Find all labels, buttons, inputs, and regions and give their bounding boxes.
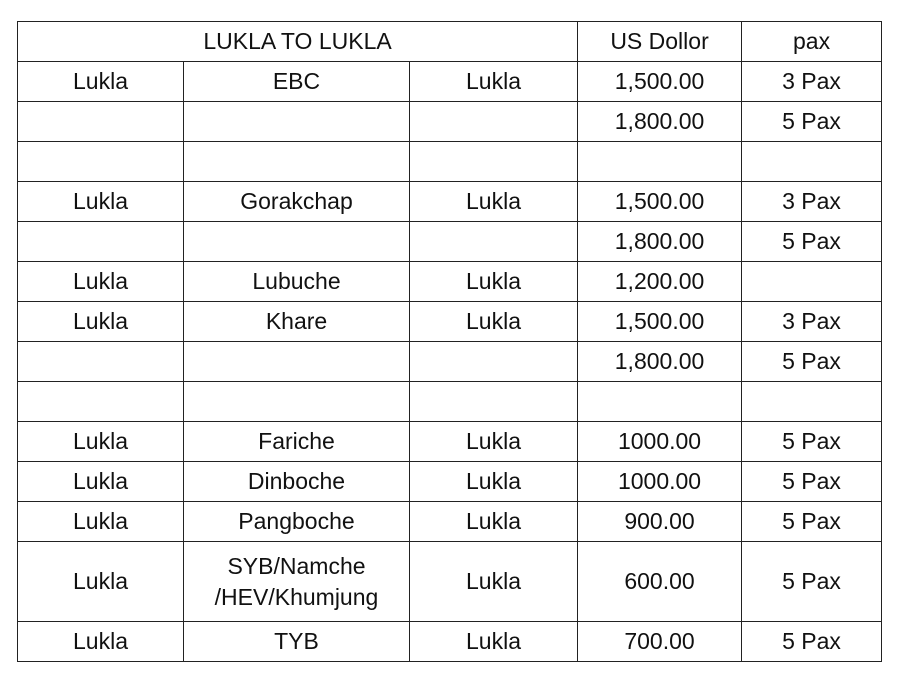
via-cell	[184, 342, 410, 382]
from-cell: Lukla	[18, 62, 184, 102]
from-cell: Lukla	[18, 542, 184, 622]
to-cell: Lukla	[410, 622, 578, 662]
price-cell: 600.00	[578, 542, 742, 622]
table-row	[18, 222, 882, 262]
price-cell: 1,800.00	[578, 222, 742, 262]
from-cell	[18, 382, 184, 422]
price-table	[17, 21, 882, 662]
to-cell: Lukla	[410, 422, 578, 462]
to-cell: Lukla	[410, 262, 578, 302]
table-row	[18, 102, 882, 142]
table-row	[18, 182, 882, 222]
price-cell: 1,800.00	[578, 342, 742, 382]
table-row	[18, 382, 882, 422]
price-cell	[578, 382, 742, 422]
currency-header-cell: US Dollor	[578, 22, 742, 62]
via-cell: Dinboche	[184, 462, 410, 502]
from-cell	[18, 222, 184, 262]
table-row	[18, 502, 882, 542]
from-cell	[18, 142, 184, 182]
table-row	[18, 462, 882, 502]
pax-cell: 5 Pax	[742, 422, 882, 462]
table-row	[18, 62, 882, 102]
price-cell: 1000.00	[578, 462, 742, 502]
via-cell	[184, 102, 410, 142]
via-cell	[184, 142, 410, 182]
table-row	[18, 542, 882, 622]
via-cell	[184, 382, 410, 422]
to-cell	[410, 222, 578, 262]
pax-cell: 5 Pax	[742, 102, 882, 142]
table-row	[18, 302, 882, 342]
from-cell	[18, 102, 184, 142]
via-cell: SYB/Namche /HEV/Khumjung	[184, 542, 410, 622]
pax-cell: 5 Pax	[742, 342, 882, 382]
price-cell: 1000.00	[578, 422, 742, 462]
price-cell: 700.00	[578, 622, 742, 662]
table-row	[18, 262, 882, 302]
pax-header-cell: pax	[742, 22, 882, 62]
to-cell	[410, 382, 578, 422]
price-table-body	[18, 22, 882, 662]
price-cell: 900.00	[578, 502, 742, 542]
table-row	[18, 422, 882, 462]
via-cell: Fariche	[184, 422, 410, 462]
pax-cell: 3 Pax	[742, 182, 882, 222]
from-cell	[18, 342, 184, 382]
to-cell	[410, 342, 578, 382]
via-cell: Gorakchap	[184, 182, 410, 222]
to-cell: Lukla	[410, 542, 578, 622]
pax-cell	[742, 382, 882, 422]
price-cell: 1,500.00	[578, 182, 742, 222]
table-row	[18, 142, 882, 182]
header-row	[18, 22, 882, 62]
to-cell: Lukla	[410, 462, 578, 502]
table-row	[18, 622, 882, 662]
price-cell: 1,500.00	[578, 302, 742, 342]
from-cell: Lukla	[18, 502, 184, 542]
via-cell	[184, 222, 410, 262]
price-cell: 1,200.00	[578, 262, 742, 302]
to-cell: Lukla	[410, 62, 578, 102]
table-row	[18, 342, 882, 382]
pax-cell: 5 Pax	[742, 222, 882, 262]
from-cell: Lukla	[18, 182, 184, 222]
pax-cell	[742, 262, 882, 302]
pax-cell: 5 Pax	[742, 542, 882, 622]
price-cell	[578, 142, 742, 182]
from-cell: Lukla	[18, 462, 184, 502]
to-cell: Lukla	[410, 502, 578, 542]
price-cell: 1,800.00	[578, 102, 742, 142]
via-cell: EBC	[184, 62, 410, 102]
route-title-cell: LUKLA TO LUKLA	[18, 22, 578, 62]
from-cell: Lukla	[18, 262, 184, 302]
pax-cell: 5 Pax	[742, 622, 882, 662]
via-cell: TYB	[184, 622, 410, 662]
from-cell: Lukla	[18, 422, 184, 462]
via-cell: Pangboche	[184, 502, 410, 542]
pax-cell: 3 Pax	[742, 302, 882, 342]
via-cell: Lubuche	[184, 262, 410, 302]
pax-cell: 5 Pax	[742, 502, 882, 542]
price-cell: 1,500.00	[578, 62, 742, 102]
pax-cell: 5 Pax	[742, 462, 882, 502]
from-cell: Lukla	[18, 622, 184, 662]
pax-cell: 3 Pax	[742, 62, 882, 102]
to-cell: Lukla	[410, 302, 578, 342]
to-cell	[410, 102, 578, 142]
pax-cell	[742, 142, 882, 182]
to-cell	[410, 142, 578, 182]
from-cell: Lukla	[18, 302, 184, 342]
via-cell: Khare	[184, 302, 410, 342]
to-cell: Lukla	[410, 182, 578, 222]
